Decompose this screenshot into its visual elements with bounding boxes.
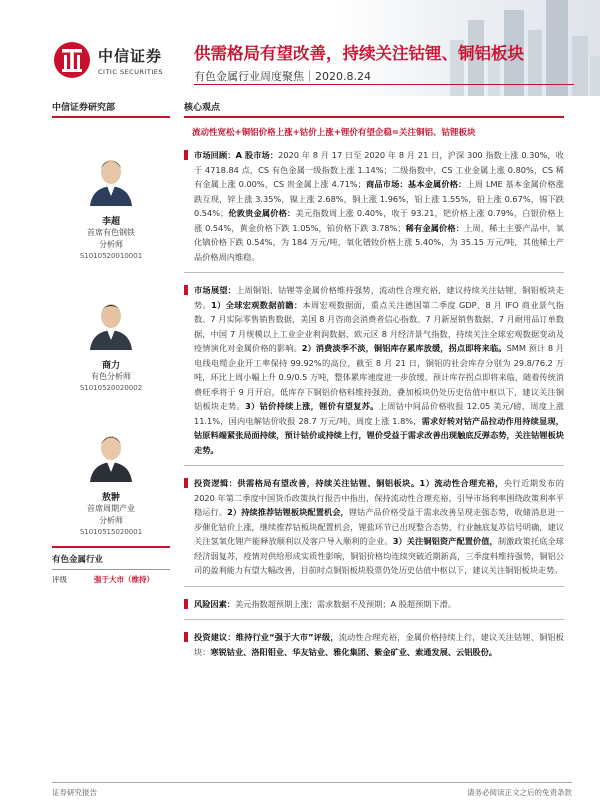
section-bold-text: 寒锐钴业、洛阳钼业、华友钴业、雅化集团、紫金矿业、索通发展、云铝股份。 <box>210 646 497 657</box>
section-bold-text: 稀有金属价格： <box>405 222 465 233</box>
section-text: 上周铜铝、钴锂等金属价格维持强势，流动性合理充裕，建议持续关注钴锂、铜铝板块走势。 <box>194 285 564 310</box>
analyst-photo-icon <box>84 428 138 482</box>
report-subtitle: 有色金属行业周度聚焦｜2020.8.24 <box>194 70 371 83</box>
rating-value: 强于大市（维持） <box>94 575 154 584</box>
logo-chinese-name: 中信证券 <box>98 46 163 65</box>
section-bold-text: 3）关注铜铝资产配置价值， <box>392 536 498 546</box>
core-summary-line: 流动性宽松+铜铝价格上涨+钴价上涨+锂价有望企稳=关注铜铝、钴锂板块 <box>192 128 476 138</box>
section-text: 央行近期发布的 2020 年第二季度中国货币政策执行报告中指出，保持流动性合理充裕，引导市场利率围绕政策利率平稳运行。 <box>194 478 564 517</box>
industry-title: 有色金属行业 <box>52 548 170 570</box>
section-lead: 市场回顾： <box>194 150 236 160</box>
industry-rating-box <box>52 546 170 585</box>
analyst-card <box>52 404 170 538</box>
analyst-license-id: S1010520020002 <box>79 384 143 392</box>
section-text: 流动性合理充裕，金属价格持续上行，建议关注钴锂、铜铝板块： <box>194 632 564 657</box>
analyst-role: 分析师 <box>99 240 123 249</box>
section-text: 上周钴中间品价格收报 12.05 美元/磅，周度上涨 11.1%，国内电解钴价收报 28.7 万元/吨，周度上涨 1.8%， <box>194 401 565 426</box>
section-text: 制激政策托底全球经济弱复苏，疫情对供给形成实质性影响，铜铝价格均连续突破近期新高，三季度料维持强势，铜铝公司的盈利能力有望大幅改善，目前时点铜铝板块股票仍处历史估值中枢以下，建议关注铜铝板块走势。 <box>194 536 564 575</box>
analyst-license-id: S1010515020001 <box>79 528 143 536</box>
analyst-photo-icon <box>84 152 138 206</box>
section-bold-text: 维持行业“强于大市”评级， <box>235 632 339 642</box>
page-footer <box>52 782 572 797</box>
analyst-photo-icon <box>84 296 138 350</box>
footer-disclaimer: 请务必阅读正文之后的免责条款 <box>467 788 572 797</box>
section-lead: 投资逻辑： <box>194 478 238 488</box>
section-divider <box>184 586 564 587</box>
section-lead: 风险因素： <box>194 598 235 609</box>
main-content <box>184 100 564 659</box>
section-bold-text: 伦敦贵金属价格： <box>228 208 296 218</box>
report-section <box>184 630 564 659</box>
core-heading-divider <box>184 116 564 118</box>
logo-english-name: CITIC SECURITIES <box>98 67 164 76</box>
sidebar <box>52 100 170 548</box>
footer-report-type: 证券研究报告 <box>52 788 97 797</box>
analyst-role: 首席周期产业 <box>87 504 135 513</box>
section-bold-text: 需求好转对钴产品拉动作用持续显现，钴原料端紧张局面持续，预计钴价或持续上行，锂价受益于需求改善出现触底反弹态势，关注钴锂板块走势。 <box>194 415 564 455</box>
core-views-heading: 核心观点 <box>184 103 221 113</box>
analyst-name: 李超 <box>101 217 120 227</box>
company-logo <box>52 40 163 80</box>
analyst-name: 商力 <box>101 361 120 371</box>
section-text: 美元指数超预期上涨；需求数据不及预期；A 股超预期下滑。 <box>234 598 457 609</box>
section-lead: 投资建议： <box>194 632 236 642</box>
section-divider <box>184 272 564 273</box>
subtitle-divider <box>194 84 574 85</box>
analyst-name: 敖翀 <box>101 493 120 503</box>
analyst-role: 首席有色钢铁 <box>87 228 135 237</box>
section-bold-text: 1）全球宏观数据前瞻： <box>211 299 303 310</box>
section-text: 上周 LME 基本金属价格涨跌互现，锌上涨 3.35%，镍上涨 2.68%，铜上涨 1.96%，铝上涨 1.55%，铅上涨 0.67%，锡下跌 0.54%； <box>194 179 564 218</box>
section-text: 本周宏观数据面，重点关注德国第二季度 GDP、8 月 IFO 商业景气指数、7 月实际零售销售数据，美国 8 月咨商会消费者信心指数、7 月新屋销售数据、7 月耐用品订单数据，中国 7 月规模以上工业企业利润数据，欧元区 8 月经济景气指数，持续关注全球宏观数据变动及疫情演化对金属价格的影响。 <box>194 299 564 353</box>
section-text: 2020 年 8 月 17 日至 2020 年 8 月 21 日，沪深 300 指数上涨 0.30%，收于 4718.84 点，CS 有色金属一级指数上涨 1.14%；二级指数中，CS 工业金属上涨 0.80%，CS 稀有金属上涨 0.00%，CS 贵金属上涨 4.71%； <box>194 150 564 189</box>
analyst-license-id: S1010520010001 <box>79 252 143 260</box>
section-text: 上周，稀土主要产品中，氧化镝价格下跌 0.54%，为 184 万元/吨，氧化镨钕价格上涨 5.40%，为 35.15 万元/吨，其他稀土产品价格周内维稳。 <box>194 222 564 262</box>
rating-row <box>52 570 170 585</box>
analyst-role: 分析师 <box>99 516 123 525</box>
section-text: 锂钴产品价格受益于需求改善呈现走强态势，收储消息进一步催化钴价上涨，继续推荐钴板块配置机会，锂盐环节已出现整合态势，行业触底复苏信号明确，建议关注氢氧化锂产能释放顺利以及客户导入顺利的企业。 <box>194 507 564 546</box>
sidebar-heading-divider <box>52 116 170 118</box>
section-bold-text: 2）消费淡季不淡，铜铝库存累库放缓，拐点即将来临。 <box>301 343 507 353</box>
section-bold-text: A 股市场： <box>235 150 279 160</box>
report-section <box>184 148 564 264</box>
report-section <box>184 597 564 612</box>
section-text: SMM 预计 8 月电线电缆企业开工率保持 99.92%的高位，截至 8 月 21 日，铜铝的社会库存分别为 29.8/76.2 万吨，环比上周小幅上升 0.9/0.5 万吨，整体累库速度进一步放缓，预计库存拐点即将来临，随着传统消费旺季将于 9 月开启，低库存下铜铝价格料维持强劲，叠加板块仍处历史估值中枢以下，建议关注铜铝板块走势。 <box>194 343 564 411</box>
report-section <box>184 283 564 457</box>
analyst-card <box>52 272 170 394</box>
section-bold-text: 商品市场：基本金属价格： <box>365 179 467 189</box>
section-bold-text: 2）持续推荐钴锂板块配置机会， <box>227 507 349 517</box>
citic-logo-icon <box>52 40 92 80</box>
analyst-role: 有色分析师 <box>91 372 131 381</box>
analyst-card <box>52 128 170 262</box>
section-text: 美元指数周上涨 0.40%，收于 93.21，钯价格上涨 0.79%，白银价格上涨 0.54%，黄金价格下跌 1.05%，铂价格下跌 3.78%； <box>194 208 564 233</box>
section-divider <box>184 619 564 620</box>
section-bold-text: 3）钴价持续上涨，锂价有望复苏。 <box>245 401 379 411</box>
section-lead: 市场展望： <box>194 285 237 295</box>
report-header <box>0 0 600 96</box>
section-bold-text: 供需格局有望改善，持续关注钴锂、铜铝板块。1）流动性合理充裕， <box>237 478 504 488</box>
research-dept-heading: 中信证券研究部 <box>52 103 116 113</box>
section-divider <box>184 465 564 466</box>
report-section <box>184 476 564 578</box>
report-title: 供需格局有望改善，持续关注钴锂、铜铝板块 <box>194 44 524 63</box>
rating-label: 评级 <box>52 575 67 584</box>
sections-container <box>184 148 564 659</box>
